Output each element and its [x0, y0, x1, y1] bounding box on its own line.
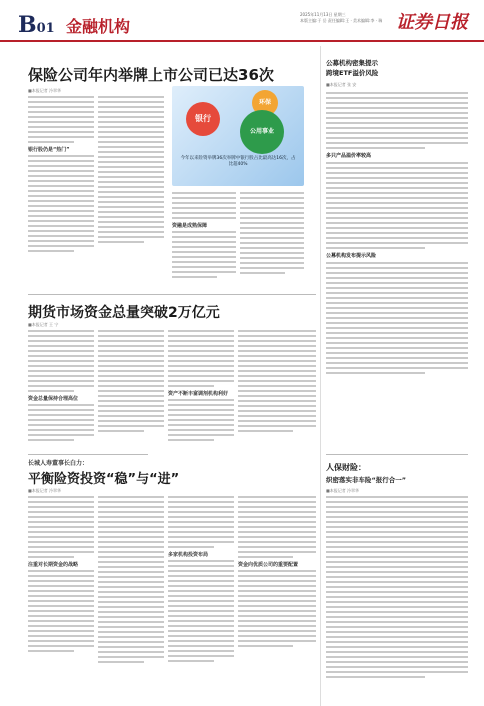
sidebar-story2-byline: ■本报记者 冷翠华	[326, 488, 360, 493]
newspaper-logo: 证券日报	[396, 12, 468, 33]
sidebar-story1-body	[326, 92, 468, 377]
subhead: 银行股仍是“热门”	[28, 147, 70, 153]
page-number-digits: 01	[36, 21, 55, 36]
sidebar-story2-title: 人保财险：	[326, 463, 366, 472]
lead-illustration	[172, 86, 304, 186]
article2-headline: 期货市场资金总量突破2万亿元	[28, 305, 220, 321]
lead-col-2	[98, 96, 164, 246]
article3-byline: ■本报记者 冷翠华	[28, 488, 62, 493]
bank-circle: 银行	[186, 102, 220, 136]
article3-col-4	[238, 496, 316, 650]
page-number	[18, 12, 55, 38]
sidebar-subhead-1: 多只产品溢价率较高	[326, 153, 372, 159]
sidebar-story2-body	[326, 496, 468, 681]
article2-col-1	[28, 330, 94, 444]
article3-col-1	[28, 496, 94, 655]
article2-byline: ■本报记者 王 宁	[28, 322, 59, 327]
subhead: 资金总量保持合理高位	[28, 396, 79, 402]
article3-col-2	[98, 496, 164, 666]
article2-col-3	[168, 330, 234, 444]
sidebar-story1-title: 公募机构密集提示	[326, 59, 378, 67]
article3-kicker: 长城人寿董事长白力：	[28, 460, 89, 467]
subhead: 多家机构投资布局	[168, 552, 209, 558]
subhead: 资金向优质公司的重要配置	[238, 562, 299, 568]
sidebar-subhead-2: 公募机构发布提示风险	[326, 253, 377, 259]
sidebar-story1-byline: ■本报记者 张 安	[326, 82, 357, 87]
lead-col-4	[240, 192, 304, 277]
environment-circle: 环保	[252, 90, 278, 116]
subhead: 资产不断丰富调剂机构利好	[168, 391, 229, 397]
illustration-caption: 今年以来险资举牌36次举牌中银行股占比最高达16次，占比超40%	[180, 156, 296, 167]
lead-byline: ■本报记者 冷翠华	[28, 88, 62, 93]
issue-meta	[300, 12, 392, 23]
article3-col-3	[168, 496, 234, 665]
article2-col-4	[238, 330, 316, 435]
issue-date: 2025年11月13日 星期三	[300, 12, 346, 17]
page-letter: B	[18, 12, 37, 38]
utilities-circle: 公用事业	[240, 110, 284, 154]
sidebar-story1-subtitle: 跨境ETF溢价风险	[326, 69, 379, 77]
section-title: 金融机构	[66, 17, 131, 36]
issue-editors: 本版主编:于 岳 责任编辑:王 · 美术编辑:李 · 瑞	[300, 17, 383, 23]
subhead: 资融是成熟保障	[172, 223, 208, 229]
subhead: 注重对长期资金的战略	[28, 562, 79, 568]
lead-col-3	[172, 192, 236, 281]
sidebar-story2-subtitle: 织密落实非车险“报行合一”	[326, 476, 407, 484]
lead-col-1	[28, 96, 94, 255]
article2-col-2	[98, 330, 164, 435]
lead-headline: 保险公司年内举牌上市公司已达36次	[28, 66, 274, 84]
article3-headline: 平衡险资投资“稳”与“进”	[28, 472, 180, 487]
